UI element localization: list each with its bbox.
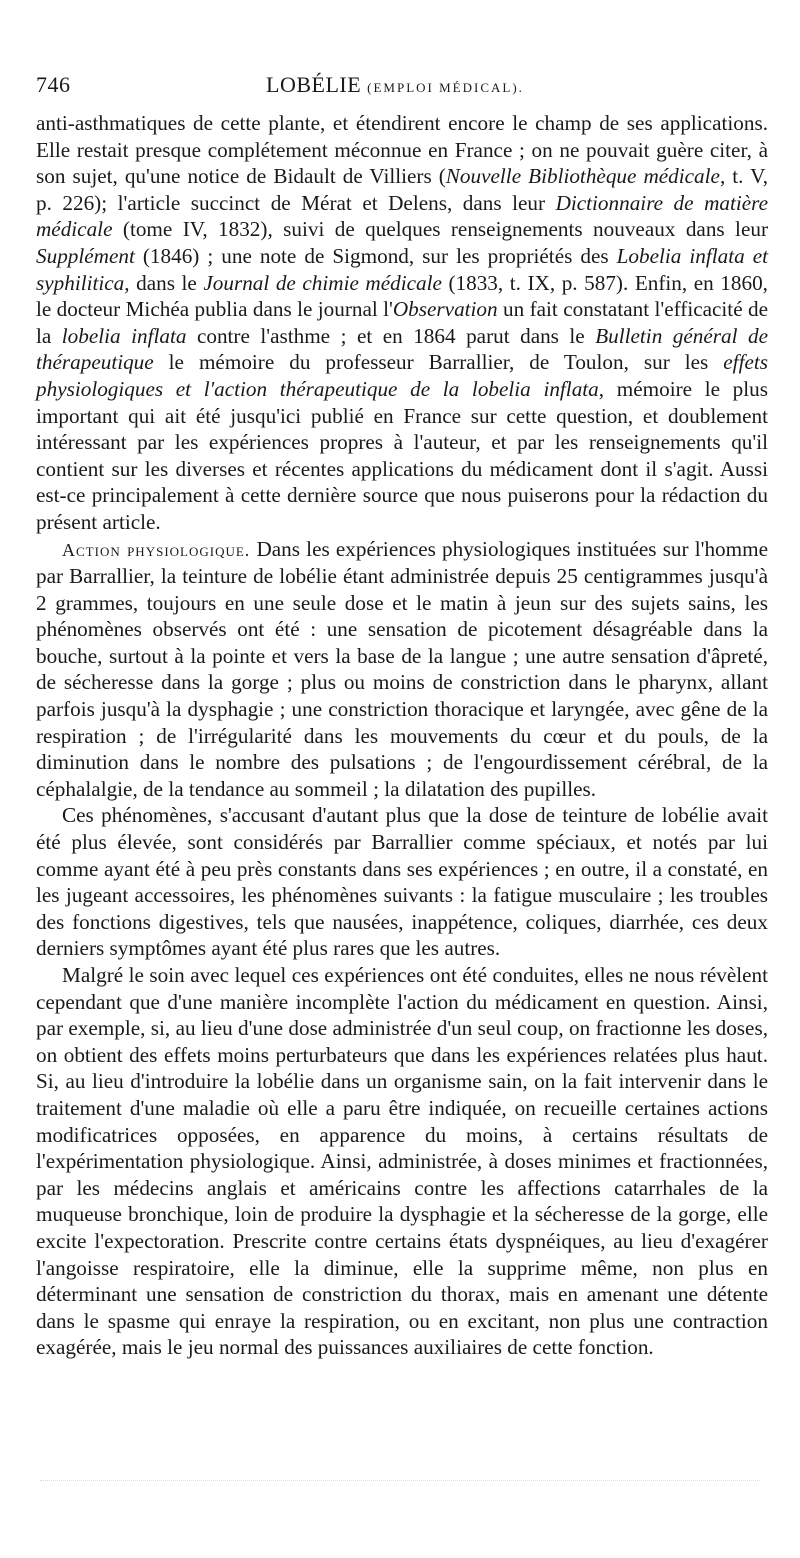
running-title-sub: (EMPLOI MÉDICAL). <box>367 80 524 95</box>
italic-text: Observation <box>392 297 498 322</box>
italic-text: effets physiologiques et l'action thérapeutique de la lobelia inflata <box>36 350 768 401</box>
italic-text: lobelia inflata <box>61 323 187 348</box>
running-title-main: LOBÉLIE <box>266 72 362 97</box>
text-segment: Ces phénomènes, s'accusant d'autant plus que la dose de teinture de lobélie avait été plus élevée, sont considérés par Barrallier comme spéciaux, et notés par lui comme ayant été à peu près constants dans ses expériences ; en outre, il a constaté, en les jugeant accessoires, les phénomènes suivants : la fatigue musculaire ; les troubles des fonctions digestives, tels que nausées, inappétence, coliques, diarrhée, ces deux derniers symptômes ayant été plus rares que les autres. <box>36 803 768 961</box>
paragraph <box>36 110 768 536</box>
text-segment: un fait constatant l'efficacité de la <box>36 297 768 348</box>
text-segment: contre l'asthme ; et en 1864 parut dans le <box>186 323 596 348</box>
text-segment: (1846) ; une note de Sigmond, sur les propriétés des <box>134 243 617 268</box>
text-segment: , mémoire le plus important qui ait été jusqu'ici publié en France sur cette question, et doublement intéressant par les expériences propres à l'auteur, et par les renseignements qu'il contient sur les diverses et récentes applications du médicament dont il s'agit. Aussi est-ce principalement à cette dernière source que nous puiserons pour la rédaction du présent article. <box>36 376 768 534</box>
footer-rule <box>40 1480 760 1491</box>
italic-text: Nouvelle Bibliothèque médicale <box>445 164 720 189</box>
italic-text: Bulletin général de thérapeutique <box>36 323 768 375</box>
text-segment: (1833, t. IX, p. 587). Enfin, en 1860, le docteur Michéa publia dans le journal l' <box>36 270 768 322</box>
text-segment: , t. V, p. 226); l'article succinct de Mérat et Delens, dans leur <box>36 164 768 215</box>
italic-text: Journal de chimie médicale <box>203 270 442 295</box>
text-segment: Dans les expériences physiologiques instituées sur l'homme par Barrallier, la teinture de lobélie étant administrée depuis 25 centigrammes jusqu'à 2 grammes, toujours en une seule dose et le matin à jeun sur des sujets sains, les phénomènes observés ont été : une sensation de picotement désagréable dans la bouche, surtout à la pointe et vers la base de la langue ; une autre sensation d'âpreté, de sécheresse dans la gorge ; plus ou moins de constriction dans le pharynx, allant parfois jusqu'à la dysphagie ; une constriction thoracique et laryngée, avec gêne de la respiration ; de l'irrégularité dans les mouvements du cœur et du pouls, de la diminution dans le nombre des pulsations ; de l'engourdissement cérébral, de la céphalalgie, de la tendance au sommeil ; la dilatation des pupilles. <box>36 536 769 801</box>
italic-text: Supplément <box>36 243 135 268</box>
text-segment: le mémoire du professeur Barrallier, de Toulon, sur les <box>153 350 724 375</box>
paragraph <box>36 802 768 962</box>
text-segment: , dans le <box>124 270 204 295</box>
text-segment: (tome IV, 1832), suivi de quelques renseignements nouveaux dans leur <box>112 217 768 242</box>
text-segment: anti-asthmatiques de cette plante, et étendirent encore le champ de ses applications. Elle restait presque complétement méconnue en France ; on ne pouvait guère citer, à son sujet, qu'une notice de Bidault de Villiers ( <box>36 111 768 189</box>
running-header <box>36 72 766 102</box>
page-number: 746 <box>36 72 71 97</box>
italic-text: Lobelia inflata et syphilitica <box>36 243 768 295</box>
running-title <box>266 72 524 98</box>
section-heading: Action physiologique. <box>62 539 251 560</box>
body-text <box>36 110 768 1361</box>
italic-text: Dictionnaire de matière médicale <box>36 190 769 242</box>
paragraph <box>36 962 768 1361</box>
paragraph <box>36 536 768 803</box>
text-segment: Malgré le soin avec lequel ces expériences ont été conduites, elles ne nous révèlent cependant que d'une manière incomplète l'action du médicament en question. Ainsi, par exemple, si, au lieu d'une dose administrée d'un seul coup, on fractionne les doses, on obtient des effets moins perturbateurs que dans les expériences relatées plus haut. Si, au lieu d'introduire la lobélie dans un organisme sain, on la fait intervenir dans le traitement d'une maladie où elle a paru être indiquée, on recueille certaines actions modificatrices opposées, en apparence du moins, à certains résultats de l'expérimentation physiologique. Ainsi, administrée, à doses minimes et fractionnées, par les médecins anglais et américains contre les affections catarrhales de la muqueuse bronchique, loin de produire la dysphagie et la sécheresse de la gorge, elle excite l'expectoration. Prescrite contre certains états dyspnéiques, au lieu d'exagérer l'angoisse respiratoire, elle la diminue, elle la supprime même, non plus en déterminant une sensation de constriction du thorax, mais en amenant une détente dans le spasme qui enraye la respiration, ou en excitant, non plus une contraction exagérée, mais le jeu normal des puissances auxiliaires de cette fonction. <box>36 963 768 1360</box>
